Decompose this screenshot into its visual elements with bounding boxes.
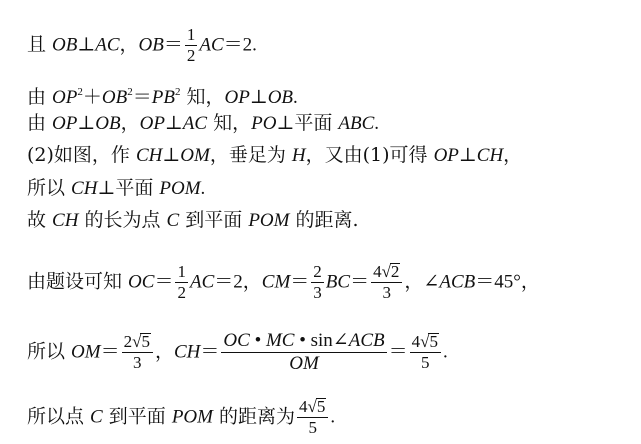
math-var: AC — [199, 34, 224, 56]
denominator: 5 — [308, 418, 317, 437]
math-var: ABC — [338, 113, 375, 134]
text: 到平面 — [102, 405, 172, 428]
denominator: OM — [289, 353, 319, 374]
text: 由 — [27, 112, 53, 134]
equals: ＝ — [200, 341, 220, 363]
math-var: CH — [52, 210, 79, 231]
text: ， — [503, 144, 523, 166]
line-1 — [27, 25, 257, 66]
fraction — [175, 262, 188, 303]
exponent: 2 — [127, 86, 133, 98]
math-var: AC — [182, 113, 208, 134]
math-var: C — [90, 406, 103, 428]
text: (2)如图，作 — [27, 144, 136, 166]
math-var: OB — [267, 87, 294, 108]
math-var: ACB — [348, 330, 385, 351]
math-var: OC — [128, 271, 155, 293]
radicand: 5 — [316, 397, 326, 416]
text: . — [330, 406, 336, 428]
math-var: OP — [52, 87, 78, 108]
sqrt-sign: √ — [420, 332, 430, 351]
text: ， — [119, 33, 139, 56]
equals: ＝ — [132, 87, 152, 108]
math-var: CH — [71, 178, 98, 199]
coefficient: 4 — [299, 397, 308, 416]
perp-symbol: ⊥ — [458, 145, 477, 166]
line-4 — [27, 143, 522, 168]
math-var: CH — [135, 145, 163, 166]
text: 故 — [27, 209, 53, 231]
equals: ＝ — [154, 271, 174, 293]
coefficient: 4 — [411, 332, 421, 351]
text: ＝45°， — [475, 271, 540, 293]
sqrt-sign: √ — [307, 397, 317, 416]
math-var: OB — [138, 34, 164, 56]
text: 且 — [27, 33, 53, 56]
math-var: AC — [189, 271, 215, 293]
text: . — [374, 113, 380, 134]
sin-angle: • sin∠ — [294, 330, 349, 351]
math-var: POM — [248, 210, 290, 231]
text: 知， — [207, 112, 252, 134]
numerator: 1 — [186, 25, 196, 44]
text: ＝2， — [214, 271, 262, 293]
text: 由 — [27, 86, 53, 108]
equals: ＝ — [163, 34, 183, 56]
line-3 — [27, 111, 379, 136]
text: . — [442, 341, 448, 363]
line-6 — [27, 208, 359, 233]
denominator: 2 — [186, 46, 196, 65]
text: ，又由(1)可得 — [305, 144, 434, 166]
math-var: OB — [52, 34, 78, 56]
line-2 — [27, 80, 298, 110]
math-var: POM — [159, 178, 201, 199]
sqrt-sign: √ — [132, 332, 142, 351]
perp-symbol: ⊥ — [276, 113, 295, 134]
denominator: 5 — [421, 353, 430, 372]
text: 所以点 — [27, 405, 91, 428]
math-var: CH — [476, 145, 504, 166]
text: 所以 — [27, 340, 72, 363]
fraction — [185, 25, 198, 66]
numerator — [410, 332, 441, 353]
numerator: 1 — [177, 262, 186, 281]
text: 的距离. — [289, 209, 359, 231]
math-var: PO — [251, 113, 277, 134]
radicand: 5 — [141, 332, 150, 351]
line-7 — [27, 262, 540, 303]
text: ，垂足为 — [209, 144, 292, 166]
plus: ＋ — [82, 87, 102, 108]
text: 平面 — [115, 177, 160, 199]
denominator: 3 — [382, 283, 391, 302]
math-var: OP — [433, 145, 459, 166]
text: 知， — [180, 86, 225, 108]
equals: ＝ — [388, 341, 408, 363]
numerator — [221, 330, 386, 353]
math-var: C — [166, 210, 180, 231]
math-var: CH — [173, 341, 201, 363]
coefficient: 2 — [123, 332, 133, 351]
fraction — [122, 332, 153, 373]
math-var: OP — [139, 113, 165, 134]
equals: ＝ — [100, 341, 120, 363]
numerator — [122, 332, 153, 353]
perp-symbol: ⊥ — [162, 145, 181, 166]
perp-symbol: ⊥ — [77, 113, 96, 134]
numerator — [371, 262, 402, 283]
perp-symbol: ⊥ — [77, 34, 96, 56]
text: 到平面 — [179, 209, 249, 231]
math-var: H — [291, 145, 306, 166]
sqrt-sign: √ — [381, 262, 391, 281]
fraction — [311, 262, 324, 303]
denominator: 2 — [177, 283, 186, 302]
math-var: POM — [171, 406, 213, 428]
text: ， — [154, 341, 174, 363]
equals: ＝ — [350, 271, 370, 293]
numerator — [297, 397, 328, 418]
text: ＝2. — [223, 34, 257, 56]
line-5 — [27, 176, 205, 201]
math-var: OM — [71, 341, 101, 363]
text: . — [293, 87, 298, 108]
fraction — [410, 332, 441, 373]
denominator: 3 — [133, 353, 142, 372]
coefficient: 4 — [373, 262, 382, 281]
math-var: CM — [261, 271, 291, 293]
math-var: PB — [151, 87, 175, 108]
text: 平面 — [294, 112, 339, 134]
math-var: OP — [224, 87, 250, 108]
line-8 — [27, 330, 448, 375]
math-var: OB — [95, 113, 121, 134]
text: 的长为点 — [78, 209, 167, 231]
math-var: ACB — [439, 271, 476, 293]
math-var: OC — [223, 330, 250, 351]
numerator: 2 — [313, 262, 322, 281]
exponent: 2 — [174, 86, 181, 98]
math-var: AC — [95, 34, 120, 56]
text: ，∠ — [404, 271, 440, 293]
perp-symbol: ⊥ — [164, 113, 183, 134]
math-var: MC — [265, 330, 295, 351]
fraction — [371, 262, 402, 303]
radicand: 2 — [390, 262, 400, 281]
line-9 — [27, 397, 335, 438]
dot: • — [249, 330, 266, 351]
text: 所以 — [27, 177, 72, 199]
perp-symbol: ⊥ — [249, 87, 268, 108]
fraction — [221, 330, 386, 375]
text: ， — [120, 112, 140, 134]
math-var: OB — [101, 87, 128, 108]
fraction — [297, 397, 328, 438]
denominator: 3 — [313, 283, 322, 302]
text: . — [200, 178, 206, 199]
math-var: BC — [325, 271, 351, 293]
equals: ＝ — [290, 271, 310, 293]
math-var: OM — [180, 145, 210, 166]
radicand: 5 — [429, 332, 438, 351]
perp-symbol: ⊥ — [97, 178, 116, 199]
text: 由题设可知 — [27, 270, 129, 293]
exponent: 2 — [77, 86, 83, 98]
math-var: OP — [52, 113, 78, 134]
text: 的距离为 — [212, 405, 296, 428]
